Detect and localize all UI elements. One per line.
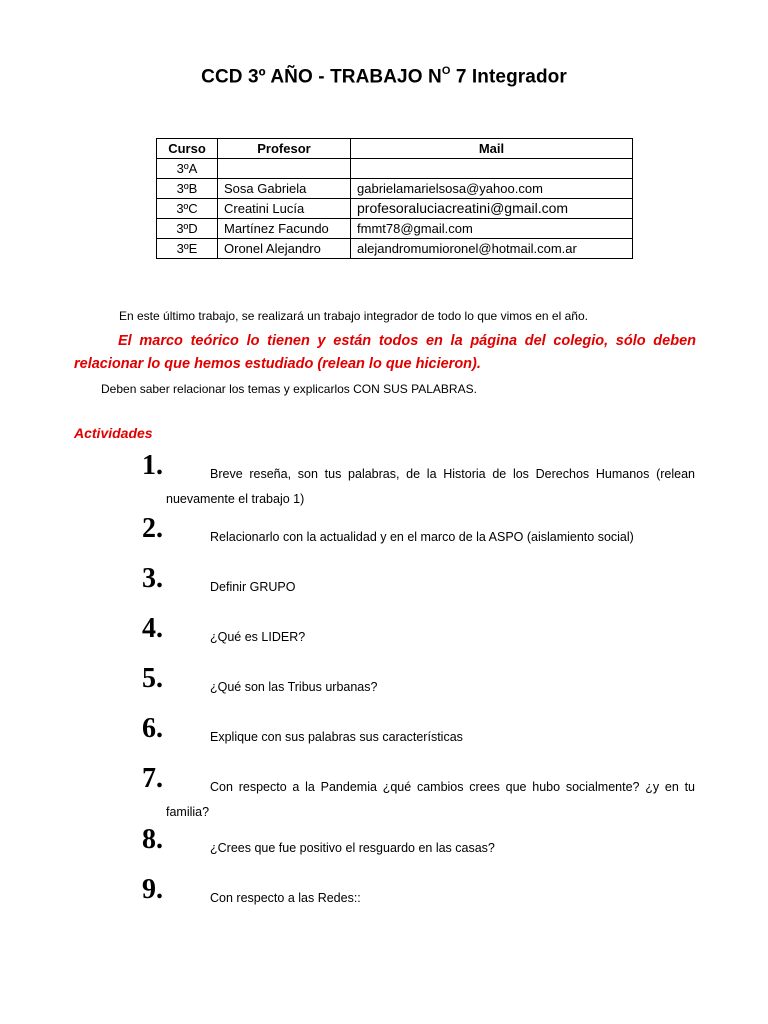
item-text: ¿Crees que fue positivo el resguardo en las casas?	[210, 841, 495, 855]
course-table	[156, 138, 633, 259]
item-text: ¿Qué son las Tribus urbanas?	[210, 680, 378, 694]
item-number: 6.	[142, 713, 163, 744]
header-curso: Curso	[157, 139, 218, 159]
item-number: 5.	[142, 663, 163, 694]
item-number: 4.	[142, 613, 163, 644]
highlighted-note-text: El marco teórico lo tienen y están todos en la página del colegio, sólo deben relacionar lo que hemos estudiado (relean lo que hicieron).	[74, 333, 696, 372]
table-row	[157, 179, 633, 199]
cell-profesor: Martínez Facundo	[218, 219, 351, 239]
title-suffix: 7 Integrador	[450, 66, 567, 88]
table-row	[157, 159, 633, 179]
item-text: ¿Qué es LIDER?	[210, 630, 306, 644]
item-text: Con respecto a la Pandemia ¿qué cambios crees que hubo socialmente? ¿y en tu familia?	[166, 780, 695, 819]
cell-curso: 3ºE	[157, 239, 218, 259]
cell-profesor	[218, 159, 351, 179]
item-text: Con respecto a las Redes::	[210, 891, 361, 905]
item-number: 1.	[142, 450, 163, 481]
header-mail: Mail	[351, 139, 633, 159]
cell-curso: 3ºD	[157, 219, 218, 239]
item-text: Definir GRUPO	[210, 580, 296, 594]
title-superscript: O	[441, 65, 451, 77]
table-row	[157, 219, 633, 239]
cell-mail: profesoraluciacreatini@gmail.com	[351, 199, 633, 219]
item-text: Breve reseña, son tus palabras, de la Historia de los Derechos Humanos (relean nuevamente el trabajo 1)	[166, 467, 695, 506]
table-row	[157, 239, 633, 259]
cell-mail: fmmt78@gmail.com	[351, 219, 633, 239]
highlighted-note	[74, 330, 696, 376]
instruction-paragraph: Deben saber relacionar los temas y explicarlos CON SUS PALABRAS.	[101, 382, 477, 396]
table-row	[157, 199, 633, 219]
cell-profesor: Sosa Gabriela	[218, 179, 351, 199]
cell-curso: 3ºB	[157, 179, 218, 199]
activities-heading: Actividades	[74, 425, 153, 441]
title-prefix: CCD 3º AÑO - TRABAJO N	[201, 66, 442, 88]
cell-mail: gabrielamarielsosa@yahoo.com	[351, 179, 633, 199]
item-text: Relacionarlo con la actualidad y en el marco de la ASPO (aislamiento social)	[210, 530, 634, 544]
page-title	[0, 66, 768, 88]
header-profesor: Profesor	[218, 139, 351, 159]
cell-mail: alejandromumioronel@hotmail.com.ar	[351, 239, 633, 259]
item-number: 3.	[142, 563, 163, 594]
item-number: 2.	[142, 513, 163, 544]
item-text: Explique con sus palabras sus características	[210, 730, 463, 744]
item-number: 7.	[142, 763, 163, 794]
cell-mail	[351, 159, 633, 179]
cell-curso: 3ºA	[157, 159, 218, 179]
item-number: 9.	[142, 874, 163, 905]
intro-paragraph: En este último trabajo, se realizará un trabajo integrador de todo lo que vimos en el año.	[119, 309, 588, 323]
item-number: 8.	[142, 824, 163, 855]
cell-profesor: Oronel Alejandro	[218, 239, 351, 259]
cell-curso: 3ºC	[157, 199, 218, 219]
table-header-row	[157, 139, 633, 159]
cell-profesor: Creatini Lucía	[218, 199, 351, 219]
